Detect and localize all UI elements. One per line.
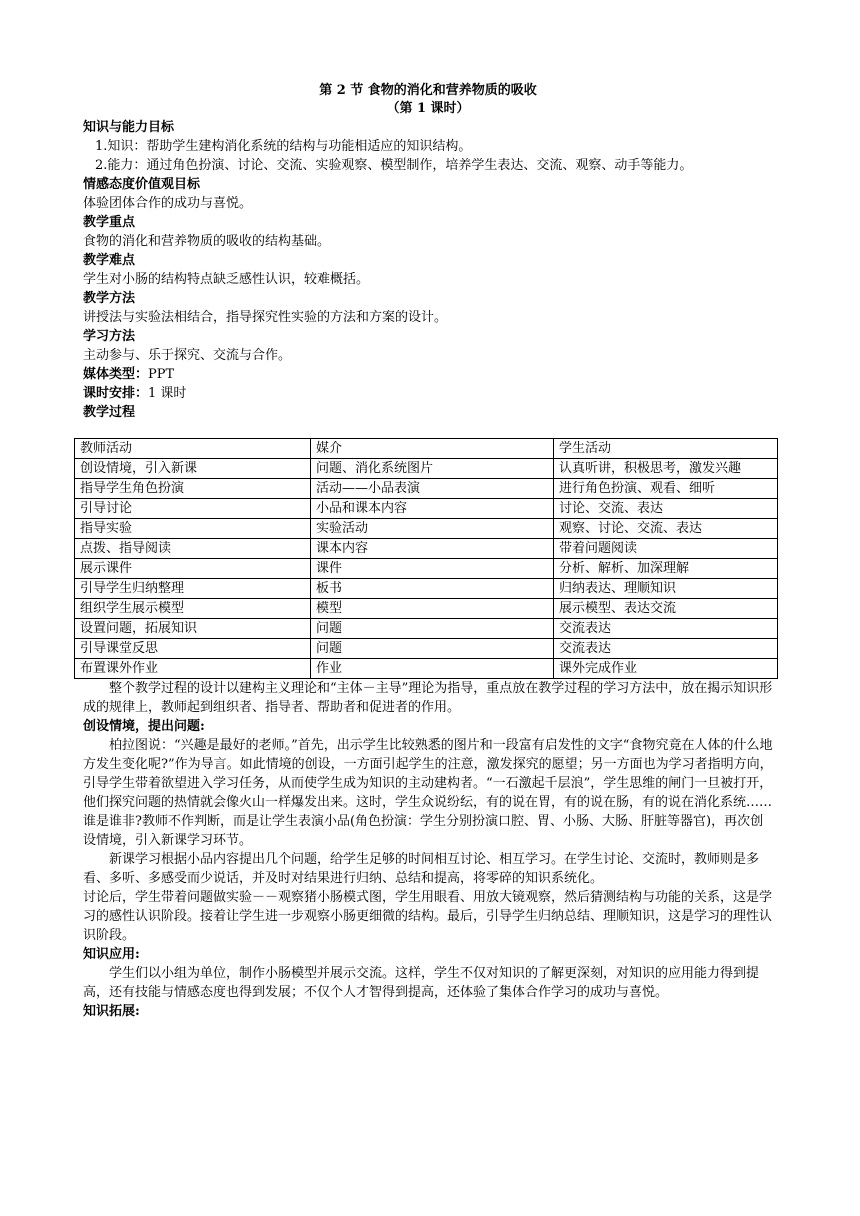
table-cell: 课外完成作业: [554, 659, 778, 679]
media-label: 媒体类型：: [83, 367, 149, 382]
table-cell: 作业: [311, 659, 554, 679]
document-subtitle: （第 1 课时）: [386, 101, 470, 116]
table-cell: 小品和课本内容: [311, 499, 554, 519]
emotion-text: 体验团体合作的成功与喜悦。: [83, 196, 253, 211]
table-row: [75, 659, 778, 679]
knowledge-heading: 知识与能力目标: [83, 120, 175, 135]
table-cell: 带着问题阅读: [554, 539, 778, 559]
table-row: [75, 499, 778, 519]
table-cell: 活动——小品表演: [311, 479, 554, 499]
table-header-cell: 学生活动: [554, 439, 778, 459]
study-text: 主动参与、乐于探究、交流与合作。: [83, 348, 292, 363]
apply-heading: 知识应用:: [83, 947, 140, 962]
table-header-cell: 媒介: [311, 439, 554, 459]
summary-paragraph: 整个教学过程的设计以建构主义理论和“主体－主导”理论为指导，重点放在教学过程的学习方法中，放在揭示知识形成的规律上，教师起到组织者、指导者、帮助者和促进者的作用。: [83, 681, 773, 715]
extend-heading: 知识拓展:: [83, 1004, 140, 1019]
document-page: [80, 82, 773, 1021]
table-cell: 进行角色扮演、观看、细听: [554, 479, 778, 499]
table-cell: 引导讨论: [75, 499, 311, 519]
apply-paragraph: 学生们以小组为单位，制作小肠模型并展示交流。这样，学生不仅对知识的了解更深刻，对知识的应用能力得到提高，还有技能与情感态度也得到发展；不仅个人才智得到提高，还体验了集体合作学习的成功与喜悦。: [83, 966, 760, 1000]
table-row: [75, 639, 778, 659]
key-point-text: 食物的消化和营养物质的吸收的结构基础。: [83, 234, 331, 249]
table-cell: 归纳表达、理顺知识: [554, 579, 778, 599]
table-cell: 问题: [311, 639, 554, 659]
table-cell: 板书: [311, 579, 554, 599]
table-cell: 问题: [311, 619, 554, 639]
process-heading: 教学过程: [83, 405, 136, 420]
document-title: 第 2 节 食物的消化和营养物质的吸收: [319, 83, 537, 98]
situation-paragraph-1: 柏拉图说：“兴趣是最好的老师。”首先，出示学生比较熟悉的图片和一段富有启发性的文字“食物究竟在人体的什么地方发生变化呢?”作为导言。如此情境的创设，一方面引起学生的注意，激发探究的愿望；另一方面也为学习者指明方向，引导学生带着欲望进入学习任务，从而使学生成为知识的主动建构者。“一石激起千层浪”，学生思维的闸门一旦被打开，他们探究问题的热情就会像火山一样爆发出来。这时，学生众说纷纭，有的说在胃，有的说在肠，有的说在消化系统……谁是谁非?教师不作判断，而是让学生表演小品(角色扮演：学生分别扮演口腔、胃、小肠、大肠、肝脏等器官)，再次创设情境，引入新课学习环节。: [83, 738, 773, 848]
situation-paragraph-3: 讨论后，学生带着问题做实验－－观察猪小肠模式图，学生用眼看、用放大镜观察，然后猜测结构与功能的关系，这是学习的感性认识阶段。接着让学生进一步观察小肠更细微的结构。最后，引导学生归纳总结、理顺知识，这是学习的理性认识阶段。: [83, 890, 773, 943]
table-cell: 展示课件: [75, 559, 311, 579]
situation-heading: 创设情境，提出问题:: [83, 719, 205, 734]
schedule: [83, 384, 773, 403]
situation-paragraph-2: 新课学习根据小品内容提出几个问题，给学生足够的时间相互讨论、相互学习。在学生讨论、交流时，教师则是多看、多听、多感受而少说话，并及时对结果进行归纳、总结和提高，将零碎的知识系统化。: [83, 852, 760, 886]
schedule-value: 1 课时: [148, 386, 187, 401]
table-cell: 布置课外作业: [75, 659, 311, 679]
emotion-heading: 情感态度价值观目标: [83, 177, 201, 192]
table-cell: 交流表达: [554, 619, 778, 639]
table-row: [75, 539, 778, 559]
table-cell: 模型: [311, 599, 554, 619]
table-row: [75, 579, 778, 599]
table-cell: 组织学生展示模型: [75, 599, 311, 619]
method-text: 讲授法与实验法相结合，指导探究性实验的方法和方案的设计。: [83, 310, 448, 325]
table-row: [75, 559, 778, 579]
table-cell: 指导实验: [75, 519, 311, 539]
table-cell: 引导学生归纳整理: [75, 579, 311, 599]
table-cell: 点拨、指导阅读: [75, 539, 311, 559]
table-cell: 认真听讲，积极思考，激发兴趣: [554, 459, 778, 479]
table-header-row: [75, 439, 778, 459]
process-table-body: [75, 439, 778, 679]
table-cell: 讨论、交流、表达: [554, 499, 778, 519]
table-cell: 分析、解析、加深理解: [554, 559, 778, 579]
table-cell: 引导课堂反思: [75, 639, 311, 659]
table-cell: 课件: [311, 559, 554, 579]
table-row: [75, 459, 778, 479]
schedule-label: 课时安排：: [83, 386, 149, 401]
table-header-cell: 教师活动: [75, 439, 311, 459]
method-heading: 教学方法: [83, 291, 136, 306]
table-cell: 创设情境，引入新课: [75, 459, 311, 479]
table-cell: 问题、消化系统图片: [311, 459, 554, 479]
table-cell: 展示模型、表达交流: [554, 599, 778, 619]
difficulty-heading: 教学难点: [83, 253, 136, 268]
table-cell: 交流表达: [554, 639, 778, 659]
media-type: [83, 365, 773, 384]
table-cell: 设置问题，拓展知识: [75, 619, 311, 639]
key-point-heading: 教学重点: [83, 215, 136, 230]
table-row: [75, 599, 778, 619]
difficulty-text: 学生对小肠的结构特点缺乏感性认识，较难概括。: [83, 272, 370, 287]
table-cell: 观察、讨论、交流、表达: [554, 519, 778, 539]
table-cell: 指导学生角色扮演: [75, 479, 311, 499]
table-cell: 课本内容: [311, 539, 554, 559]
study-heading: 学习方法: [83, 329, 136, 344]
knowledge-item-2: 2.能力：通过角色扮演、讨论、交流、实验观察、模型制作，培养学生表达、交流、观察、动手等能力。: [95, 158, 693, 173]
knowledge-item-1: 1.知识：帮助学生建构消化系统的结构与功能相适应的知识结构。: [95, 139, 472, 154]
table-row: [75, 519, 778, 539]
table-row: [75, 479, 778, 499]
table-cell: 实验活动: [311, 519, 554, 539]
table-row: [75, 619, 778, 639]
process-table: [74, 438, 778, 679]
media-value: PPT: [148, 367, 175, 382]
